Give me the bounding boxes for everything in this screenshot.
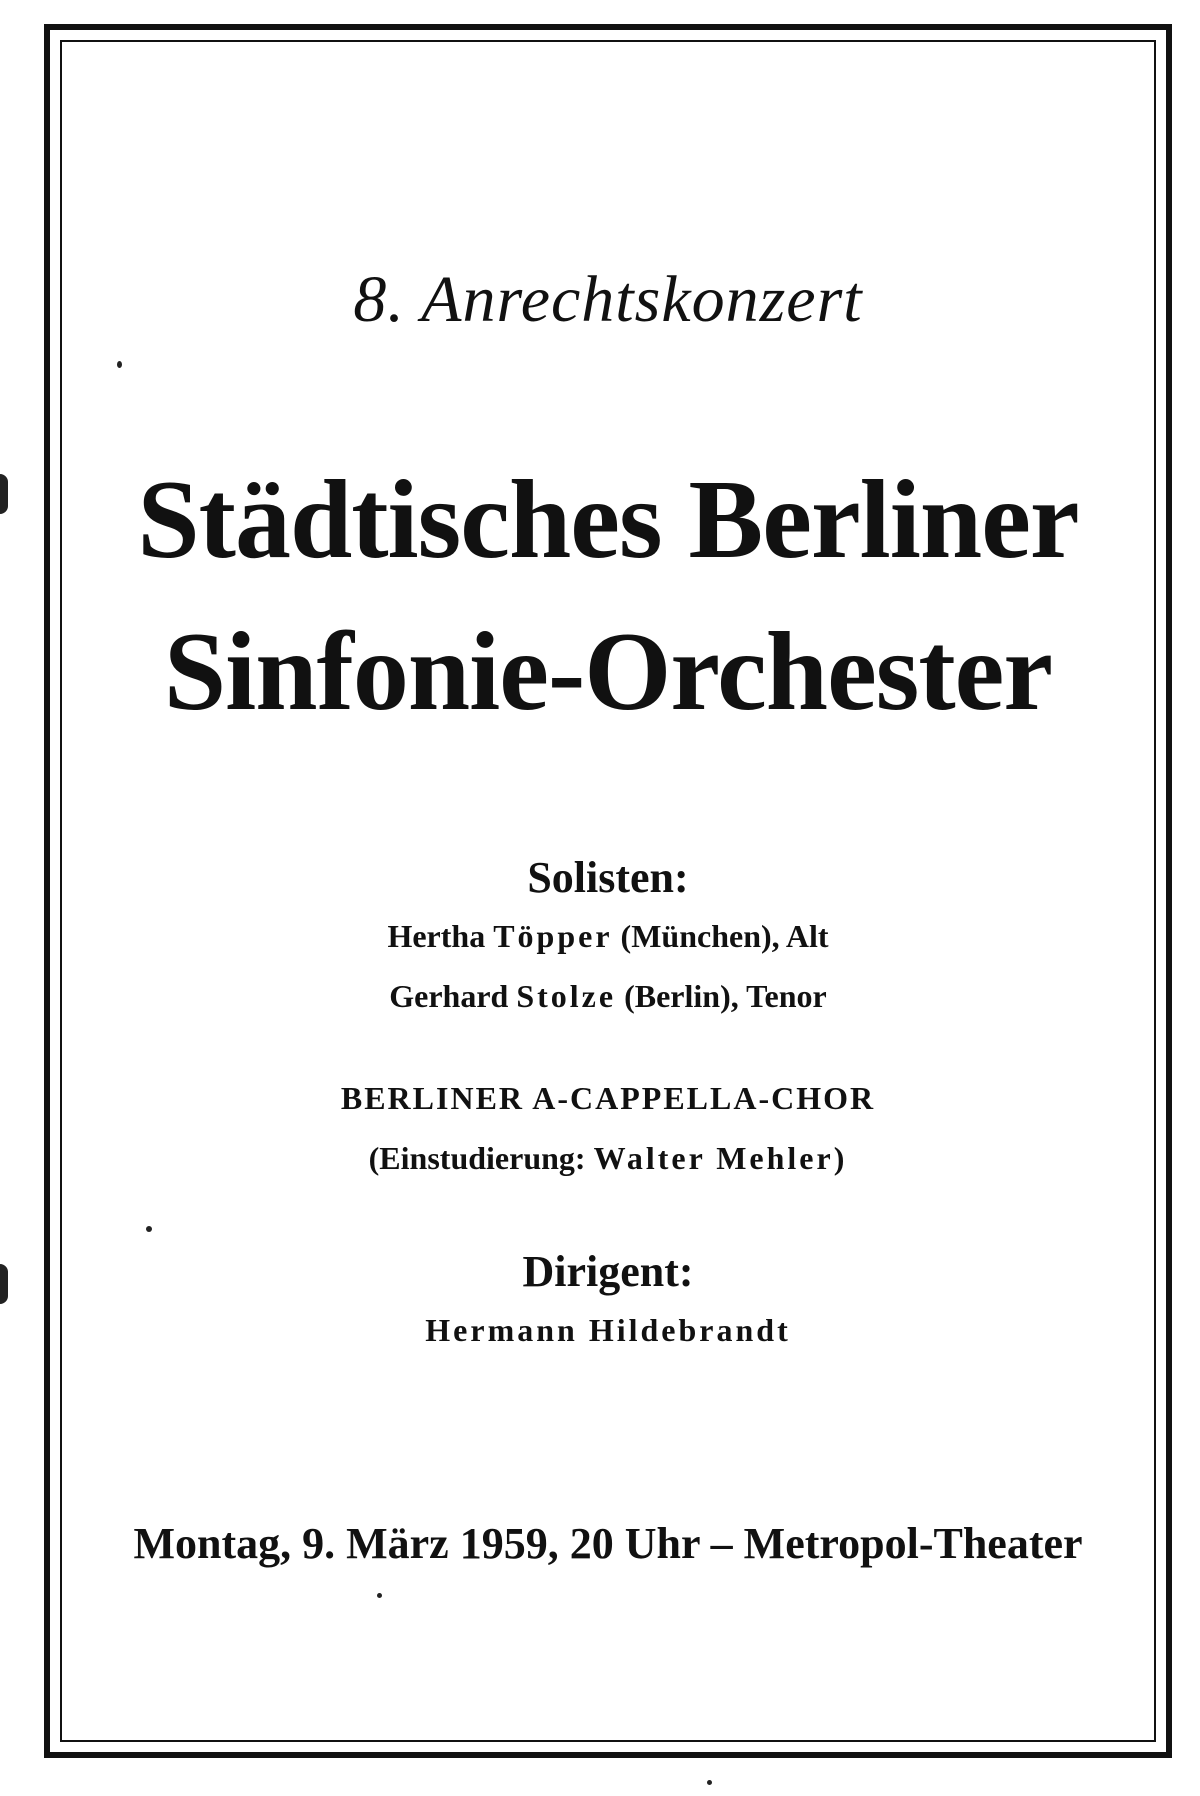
conductor-heading: Dirigent: [522,1247,694,1296]
soloist-surname: Stolze [516,978,617,1014]
concert-title: 8. Anrechtskonzert [353,263,863,336]
event-date-venue: Montag, 9. März 1959, 20 Uhr – Metropol-Theater [133,1519,1083,1568]
scan-speck [0,1264,8,1304]
scan-speck [707,1780,712,1785]
orchestra-name-line-1: Städtisches Berliner [137,458,1079,582]
scan-speck [146,1226,152,1232]
scan-speck [377,1593,382,1598]
scan-speck [117,361,122,368]
conductor-name: Hermann Hildebrandt [425,1312,791,1348]
soloist-details: (München), Alt [620,918,829,954]
soloist-first-name: Gerhard [389,978,509,1014]
choir-note-prefix: (Einstudierung: [368,1140,586,1176]
orchestra-name-line-2: Sinfonie-Orchester [163,610,1053,734]
choir-name: BERLINER A-CAPPELLA-CHOR [340,1080,876,1116]
choir-director: Walter Mehler) [593,1140,848,1176]
choir-rehearsal-note [60,1140,1156,1177]
soloist-entry [60,918,1156,955]
scan-speck [0,474,8,514]
soloist-details: (Berlin), Tenor [624,978,827,1014]
soloist-first-name: Hertha [387,918,486,954]
soloists-heading: Solisten: [527,853,689,902]
soloist-entry [60,978,1156,1015]
soloist-surname: Töpper [493,918,613,954]
